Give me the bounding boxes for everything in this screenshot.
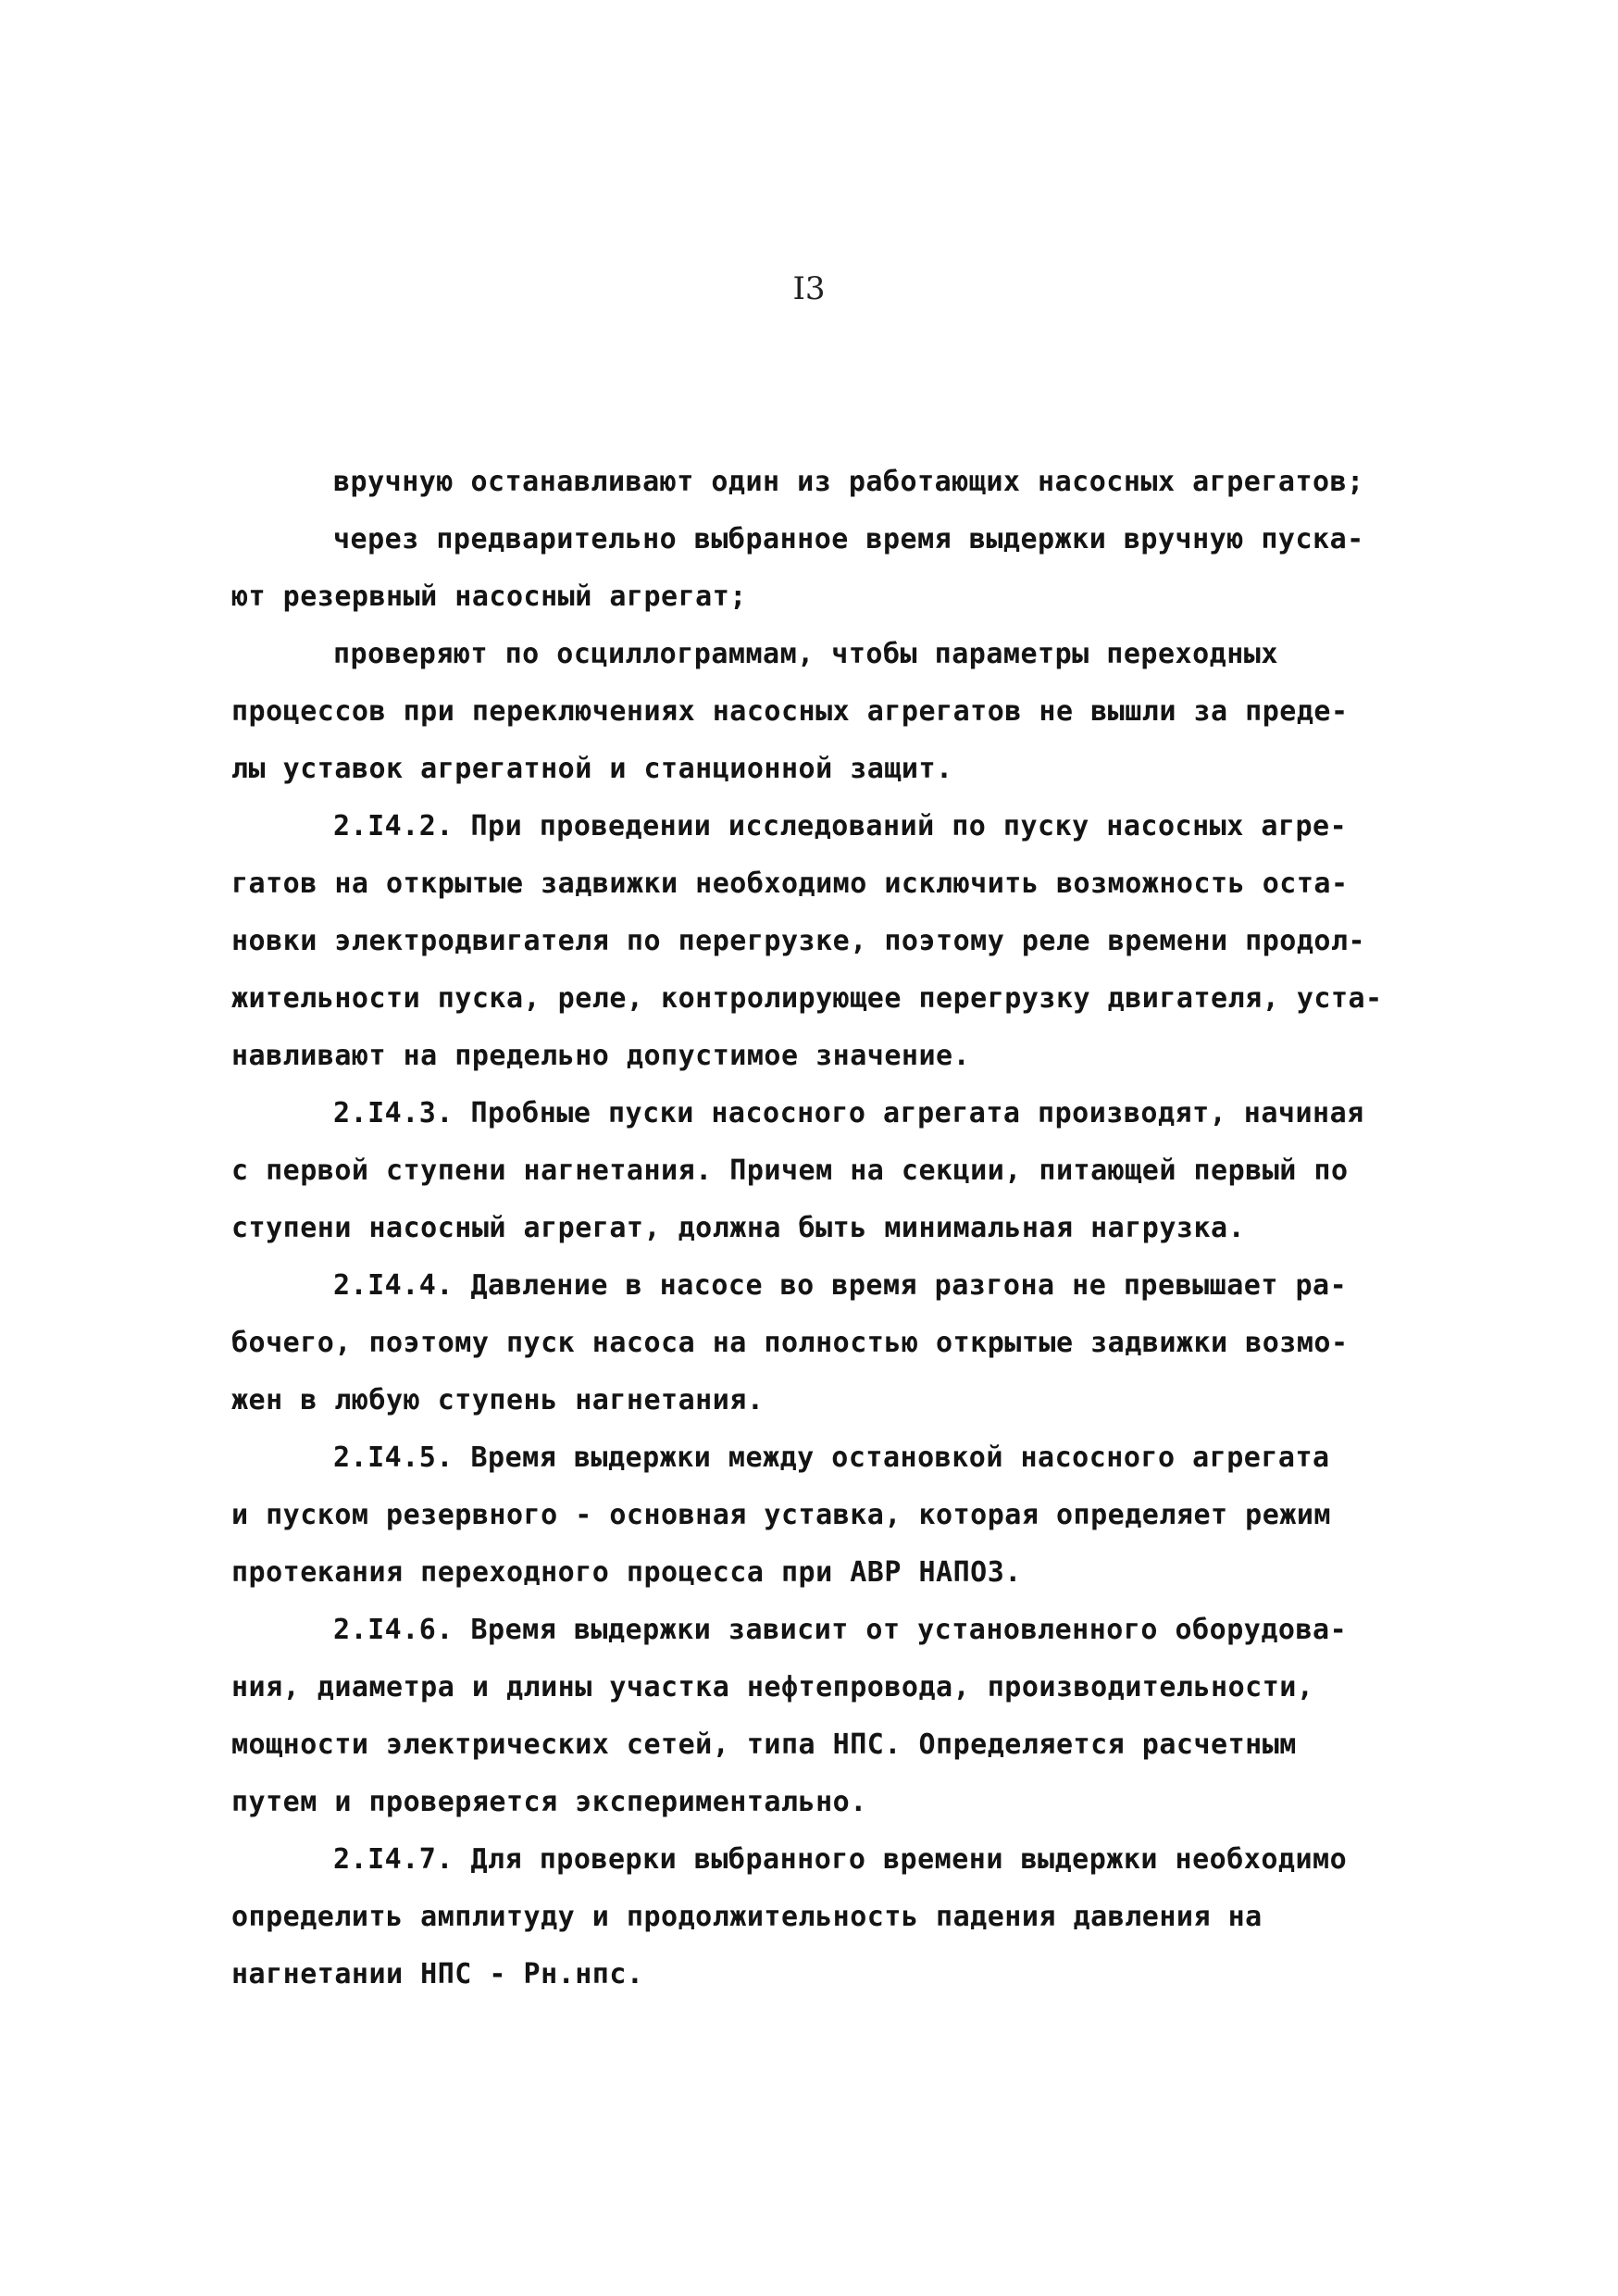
text-line: 2.I4.4. Давление в насосе во время разгона не превышает ра- <box>333 1269 1348 1302</box>
text-line: 2.I4.7. Для проверки выбранного времени выдержки необходимо <box>333 1843 1348 1876</box>
text-line: через предварительно выбранное время выдержки вручную пуска- <box>333 523 1364 555</box>
text-line: мощности электрических сетей, типа НПС. Определяется расчетным <box>231 1728 1297 1761</box>
text-line: навливают на предельно допустимое значение. <box>231 1040 971 1072</box>
text-line: нагнетании НПС - Рн.нпс. <box>231 1958 644 1990</box>
text-line: жен в любую ступень нагнетания. <box>231 1384 765 1416</box>
text-line: определить амплитуду и продолжительность падения давления на <box>231 1901 1263 1933</box>
text-line: 2.I4.5. Время выдержки между остановкой насосного агрегата <box>333 1441 1330 1474</box>
text-line: ют резервный насосный агрегат; <box>231 580 747 613</box>
text-line: ния, диаметра и длины участка нефтепровода, производительности, <box>231 1671 1314 1703</box>
text-line: 2.I4.6. Время выдержки зависит от установленного оборудова- <box>333 1614 1348 1646</box>
text-line: новки электродвигателя по перегрузке, поэтому реле времени продол- <box>231 925 1366 957</box>
text-line: 2.I4.2. При проведении исследований по пуску насосных агре- <box>333 810 1348 842</box>
text-line: бочего, поэтому пуск насоса на полностью открытые задвижки возмо- <box>231 1327 1349 1359</box>
text-line: с первой ступени нагнетания. Причем на секции, питающей первый по <box>231 1154 1349 1187</box>
text-line: проверяют по осциллограммам, чтобы параметры переходных <box>333 638 1278 670</box>
text-line: протекания переходного процесса при АВР НАПОЗ. <box>231 1556 1022 1589</box>
text-line: ступени насосный агрегат, должна быть минимальная нагрузка. <box>231 1212 1246 1244</box>
text-line: лы уставок агрегатной и станционной защит. <box>231 753 953 785</box>
text-line: 2.I4.3. Пробные пуски насосного агрегата производят, начиная <box>333 1097 1364 1129</box>
text-line: жительности пуска, реле, контролирующее перегрузку двигателя, уста- <box>231 982 1383 1015</box>
text-line: процессов при переключениях насосных агрегатов не вышли за преде- <box>231 695 1349 728</box>
page-number: I3 <box>792 270 826 307</box>
text-line: гатов на открытые задвижки необходимо исключить возможность оста- <box>231 867 1349 900</box>
text-line: вручную останавливают один из работающих насосных агрегатов; <box>333 466 1364 498</box>
text-line: путем и проверяется экспериментально. <box>231 1786 867 1818</box>
body-text <box>231 454 1416 2003</box>
text-line: и пуском резервного - основная уставка, которая определяет режим <box>231 1499 1331 1531</box>
